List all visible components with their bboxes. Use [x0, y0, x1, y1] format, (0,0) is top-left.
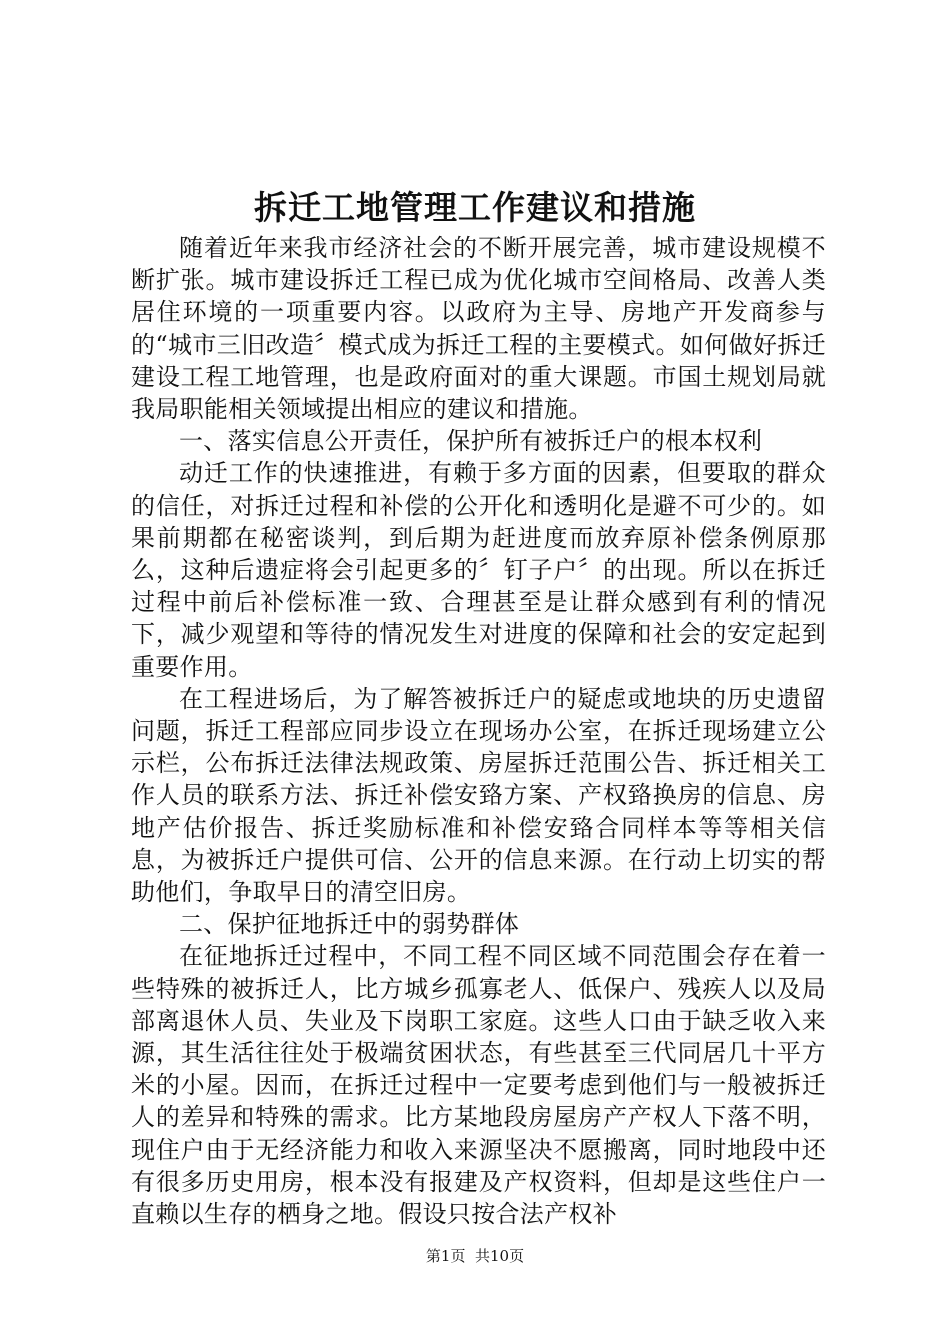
- document-body: [131, 232, 826, 1230]
- section-heading-2: 二、保护征地拆迁中的弱势群体: [179, 910, 520, 939]
- document-title: 拆迁工地管理工作建议和措施: [254, 188, 696, 227]
- paragraph-1: 动迁工作的快速推进，有赖于多方面的因素，但要取的群众的信任，对拆迁过程和补偿的公开化和透明化是避不可少的。如果前期都在秘密谈判，到后期为赶进度而放弃原补偿条例原那么，这种后遗症将会引起更多的〞钉子户〞的出现。所以在拆迁过程中前后补偿标准一致、合理甚至是让群众感到有利的情况下，减少观望和等待的情况发生对进度的保障和社会的安定起到重要作用。: [131, 459, 826, 681]
- paragraph-intro: 随着近年来我市经济社会的不断开展完善，城市建设规模不断扩张。城市建设拆迁工程已成为优化城市空间格局、改善人类居住环境的一项重要内容。以政府为主导、房地产开发商参与的“城市三旧改造〞模式成为拆迁工程的主要模式。如何做好拆迁建设工程工地管理，也是政府面对的重大课题。市国土规划局就我局职能相关领域提出相应的建议和措施。: [131, 234, 826, 424]
- page-footer: [0, 1246, 950, 1266]
- paragraph-2: 在工程进场后，为了解答被拆迁户的疑虑或地块的历史遗留问题，拆迁工程部应同步设立在现场办公室，在拆迁现场建立公示栏，公布拆迁法律法规政策、房屋拆迁范围公告、拆迁相关工作人员的联系方法、拆迁补偿安臵方案、产权臵换房的信息、房地产估价报告、拆迁奖励标准和补偿安臵合同样本等等相关信息，为被拆迁户提供可信、公开的信息来源。在行动上切实的帮助他们，争取早日的清空旧房。: [131, 684, 826, 907]
- section-heading-1: 一、落实信息公开责任，保护所有被拆迁户的根本权利: [179, 427, 763, 456]
- paragraph-3: 在征地拆迁过程中，不同工程不同区域不同范围会存在着一些特殊的被拆迁人，比方城乡孤寡老人、低保户、残疾人以及局部离退休人员、失业及下岗职工家庭。这些人口由于缺乏收入来源，其生活往往处于极端贫困状态，有些甚至三代同居几十平方米的小屋。因而，在拆迁过程中一定要考虑到他们与一般被拆迁人的差异和特殊的需求。比方某地段房屋房产产权人下落不明，现住户由于无经济能力和收入来源坚决不愿搬离，同时地段中还有很多历史用房，根本没有报建及产权资料，但却是这些住户一直赖以生存的栖身之地。假设只按合法产权补: [131, 942, 826, 1229]
- page-number: 第1页 共10页: [425, 1247, 525, 1265]
